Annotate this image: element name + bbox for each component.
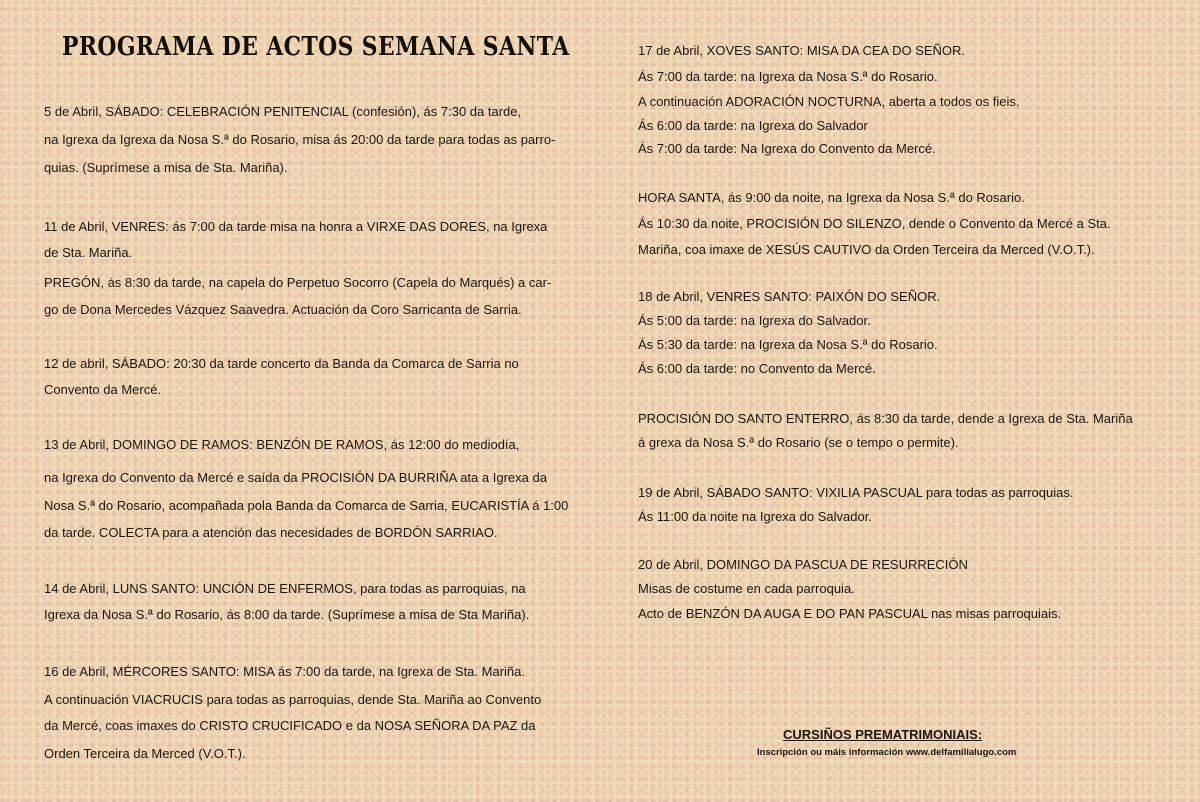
left-line: 12 de abril, SÁBADO: 20:30 da tarde concerto da Banda da Comarca de Sarria no [44,356,519,371]
footer-subtitle: Inscripción ou máis información www.delfamilialugo.com [757,747,1017,758]
right-line: 18 de Abril, VENRES SANTO: PAIXÓN DO SEÑOR. [638,289,941,304]
footer-title: CURSIÑOS PREMATRIMONIAIS: [783,727,983,742]
right-line: Misas de costume en cada parroquia. [638,581,855,596]
left-line: quias. (Suprímese a misa de Sta. Mariña). [44,160,288,175]
right-line: Ás 7:00 da tarde: na Igrexa da Nosa S.ª do Rosario. [638,69,938,84]
right-line: 20 de Abril, DOMINGO DA PASCUA DE RESURRECIÓN [638,557,968,572]
right-line: Mariña, coa imaxe de XESÚS CAUTIVO da Orden Terceira da Merced (V.O.T.). [638,242,1095,257]
right-line: HORA SANTA, ás 9:00 da noite, na Igrexa da Nosa S.ª do Rosario. [638,190,1025,205]
left-line: 14 de Abril, LUNS SANTO: UNCIÓN DE ENFERMOS, para todas as parroquias, na [44,581,526,596]
left-line: Orden Terceira da Merced (V.O.T.). [44,746,246,761]
left-line: Convento da Mercé. [44,382,162,397]
left-line: 16 de Abril, MÉRCORES SANTO: MISA ás 7:00 da tarde, na Igrexa de Sta. Mariña. [44,664,525,679]
right-line: Ás 6:00 da tarde: no Convento da Mercé. [638,361,876,376]
right-line: Ás 5:30 da tarde: na Igrexa da Nosa S.ª do Rosario. [638,337,938,352]
right-line: Ás 6:00 da tarde: na Igrexa do Salvador [638,118,868,133]
right-line: Acto de BENZÓN DA AUGA E DO PAN PASCUAL nas misas parroquiais. [638,606,1062,621]
left-line: PREGÓN, ás 8:30 da tarde, na capela do Perpetuo Socorro (Capela do Marqués) a car- [44,275,552,290]
left-line: A continuación VIACRUCIS para todas as parroquias, dende Sta. Mariña ao Convento [44,692,542,707]
right-line: 17 de Abril, XOVES SANTO: MISA DA CEA DO SEÑOR. [638,43,966,58]
left-line: na Igrexa do Convento da Mercé e saída da PROCISIÓN DA BURRIÑA ata a Igrexa da [44,470,547,485]
left-line: da tarde. COLECTA para a atención das necesidades de BORDÓN SARRIAO. [44,525,498,540]
page-title: PROGRAMA DE ACTOS SEMANA SANTA [62,32,570,62]
right-line: Ás 7:00 da tarde: Na Igrexa do Convento da Mercé. [638,141,936,156]
left-line: Igrexa da Nosa S.ª do Rosario, ás 8:00 da tarde. (Suprímese a misa de Sta Mariña). [44,607,530,622]
left-line: 13 de Abril, DOMINGO DE RAMOS: BENZÓN DE RAMOS, ás 12:00 do mediodía, [44,437,520,452]
right-line: Ás 11:00 da noite na Igrexa do Salvador. [638,509,872,524]
right-line: Ás 5:00 da tarde: na Igrexa do Salvador. [638,313,871,328]
left-line: Nosa S.ª do Rosario, acompañada pola Banda da Comarca de Sarria, EUCARISTÍA á 1:00 [44,498,569,513]
left-line: 5 de Abril, SÁBADO: CELEBRACIÓN PENITENCIAL (confesión), ás 7:30 da tarde, [44,104,522,119]
right-line: A continuación ADORACIÓN NOCTURNA, aberta a todos os fieis. [638,94,1020,109]
right-line: Ás 10:30 da noite, PROCISIÓN DO SILENZO, dende o Convento da Mercé a Sta. [638,216,1111,231]
right-line: á grexa da Nosa S.ª do Rosario (se o tempo o permite). [638,435,959,450]
left-line: de Sta. Mariña. [44,245,133,260]
left-line: na Igrexa da Igrexa da Nosa S.ª do Rosario, misa ás 20:00 da tarde para todas as parro- [44,132,556,147]
left-line: go de Dona Mercedes Vázquez Saavedra. Actuación da Coro Sarricanta de Sarria. [44,302,522,317]
right-line: 19 de Abril, SÁBADO SANTO: VIXILIA PASCUAL para todas as parroquias. [638,485,1074,500]
right-line: PROCISIÓN DO SANTO ENTERRO, ás 8:30 da tarde, dende a Igrexa de Sta. Mariña [638,411,1133,426]
left-line: 11 de Abril, VENRES: ás 7:00 da tarde misa na honra a VIRXE DAS DORES, na Igrexa [44,219,548,234]
left-line: da Mercé, coas imaxes do CRISTO CRUCIFICADO e da NOSA SEÑORA DA PAZ da [44,718,536,733]
